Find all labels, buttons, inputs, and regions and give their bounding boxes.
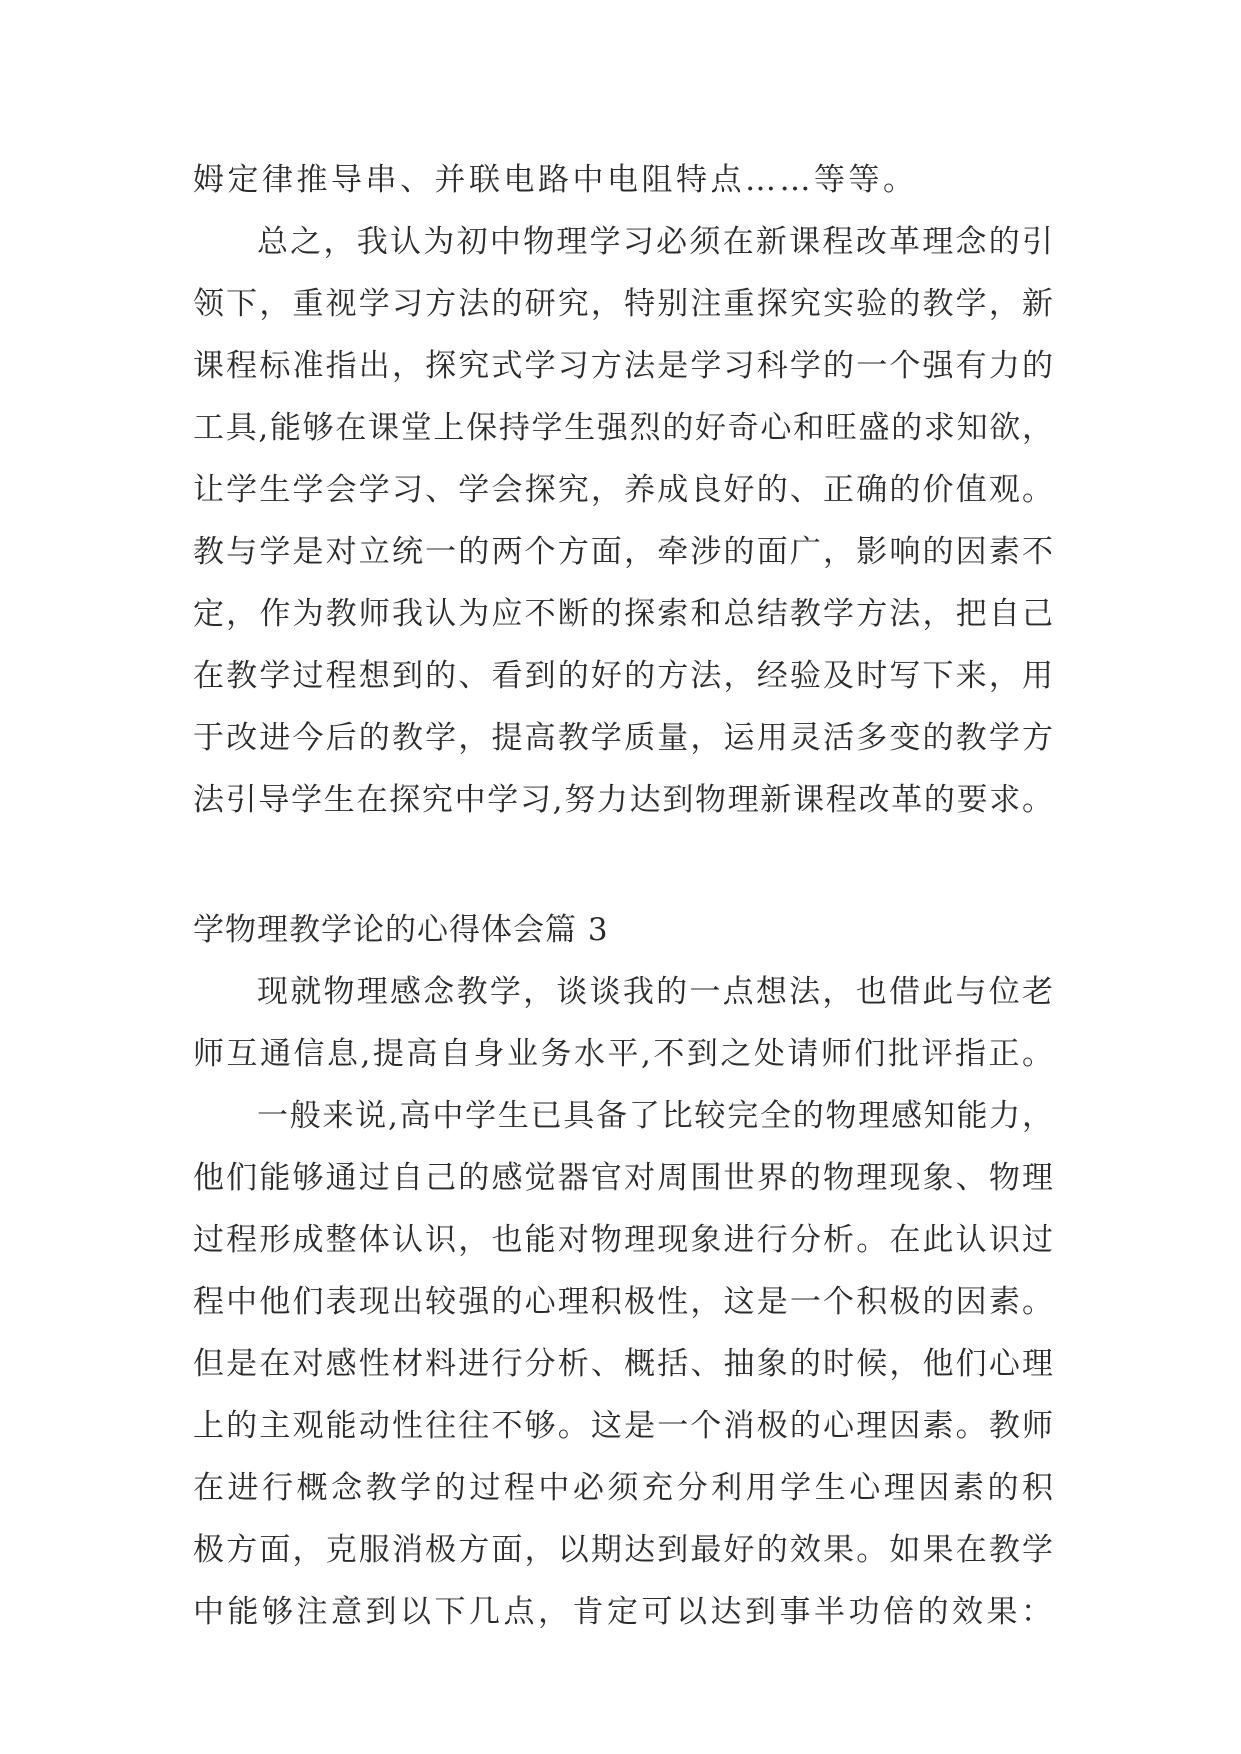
text-line: 程中他们表现出较强的心理积极性，这是一个积极的因素。 — [193, 1284, 1053, 1320]
text-line: 极方面，克服消极方面，以期达到最好的效果。如果在教学 — [193, 1532, 1053, 1568]
text-line: 姆定律推导串、并联电路中电阻特点……等等。 — [193, 162, 918, 198]
text-line: 课程标准指出，探究式学习方法是学习科学的一个强有力的 — [193, 348, 1053, 384]
text-line: 上的主观能动性往往不够。这是一个消极的心理因素。教师 — [193, 1408, 1053, 1444]
text-line: 一般来说,高中学生已具备了比较完全的物理感知能力， — [257, 1098, 1053, 1134]
text-line: 领下，重视学习方法的研究，特别注重探究实验的教学，新 — [193, 286, 1053, 322]
text-line: 定，作为教师我认为应不断的探索和总结教学方法，把自己 — [193, 596, 1053, 632]
text-line: 过程形成整体认识，也能对物理现象进行分析。在此认识过 — [193, 1222, 1053, 1258]
text-line: 在教学过程想到的、看到的好的方法，经验及时写下来，用 — [193, 658, 1053, 694]
text-line: 法引导学生在探究中学习,努力达到物理新课程改革的要求。 — [193, 782, 1053, 818]
text-line: 但是在对感性材料进行分析、概括、抽象的时候，他们心理 — [193, 1346, 1053, 1382]
text-line: 总之，我认为初中物理学习必须在新课程改革理念的引 — [257, 224, 1053, 260]
text-line: 他们能够通过自己的感觉器官对周围世界的物理现象、物理 — [193, 1160, 1053, 1196]
text-line: 教与学是对立统一的两个方面，牵涉的面广，影响的因素不 — [193, 534, 1053, 570]
text-line: 现就物理感念教学，谈谈我的一点想法，也借此与位老 — [257, 974, 1053, 1010]
text-line: 中能够注意到以下几点，肯定可以达到事半功倍的效果： — [193, 1594, 1056, 1630]
section-heading: 学物理教学论的心得体会篇 3 — [193, 912, 609, 948]
text-line: 在进行概念教学的过程中必须充分利用学生心理因素的积 — [193, 1470, 1053, 1506]
text-line: 于改进今后的教学，提高教学质量，运用灵活多变的教学方 — [193, 720, 1053, 756]
text-line: 师互通信息,提高自身业务水平,不到之处请师们批评指正。 — [193, 1036, 1053, 1072]
text-line: 工具,能够在课堂上保持学生强烈的好奇心和旺盛的求知欲， — [193, 410, 1053, 446]
text-line: 让学生学会学习、学会探究，养成良好的、正确的价值观。 — [193, 472, 1053, 508]
